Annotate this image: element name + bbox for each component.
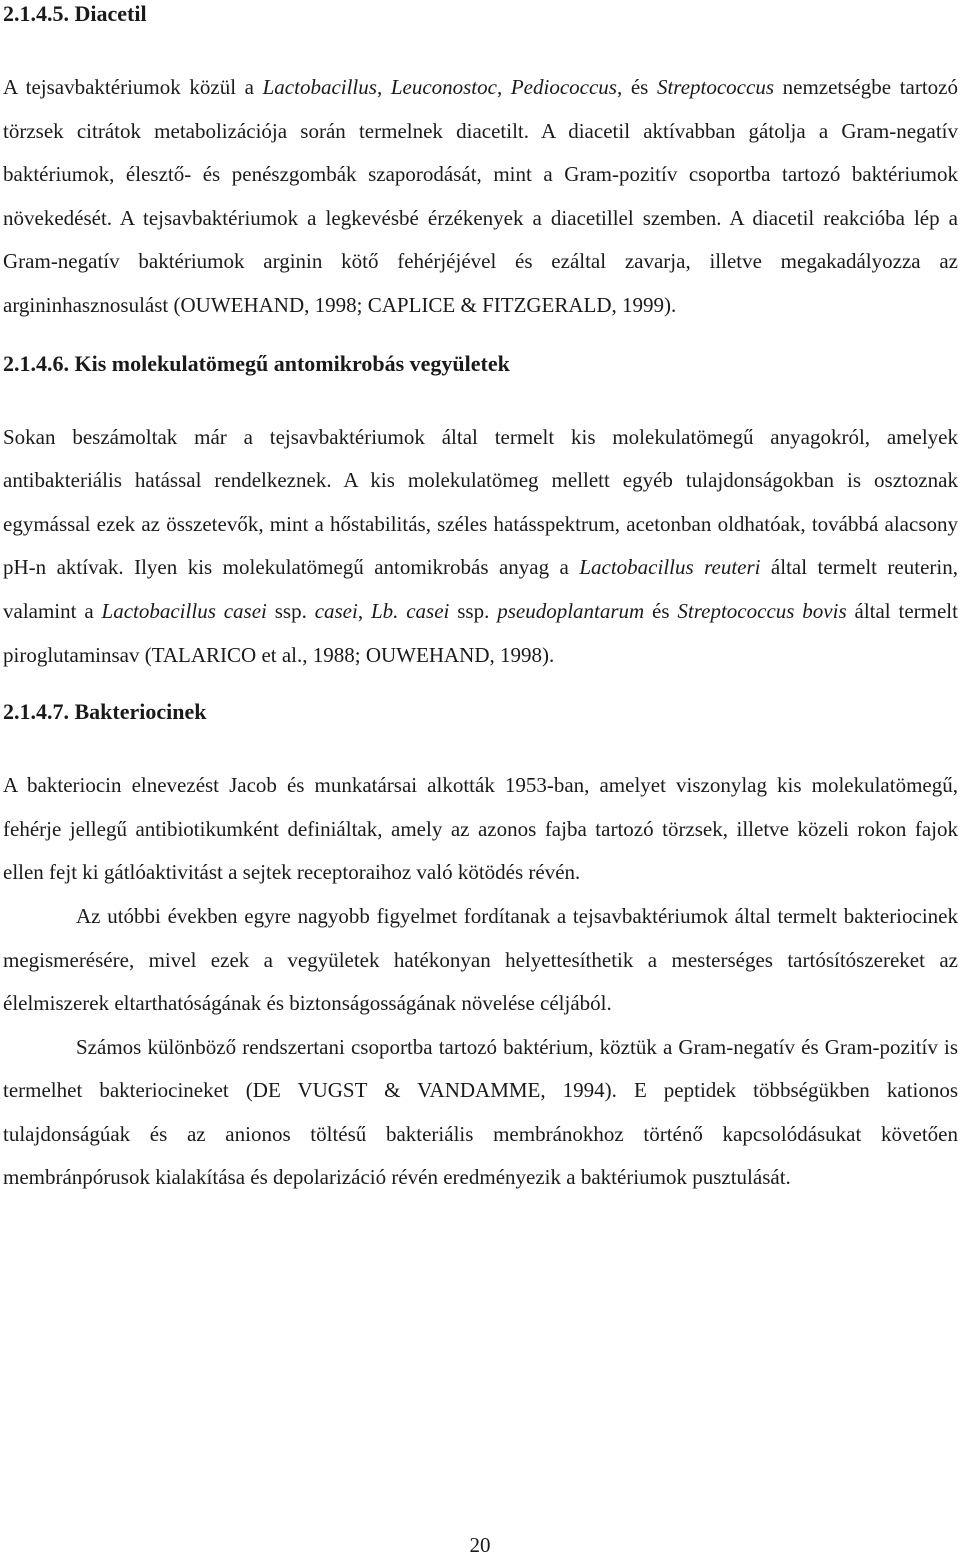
section-heading-diacetil: 2.1.4.5. Diacetil xyxy=(3,1,147,26)
italic-term: Lb. casei xyxy=(370,598,450,623)
italic-term: Lactobacillus reuteri xyxy=(579,555,761,580)
italic-term: Streptococcus xyxy=(656,75,774,99)
italic-term: pseudoplantarum xyxy=(497,598,645,623)
paragraph-diacetil: A tejsavbaktériumok közül a Lactobacillus, Leuconostoc, Pediococcus, és Streptococcus nemzetségbe tartozó törzsek citrátok metabolizációja során termelnek diacetilt. A diacetil aktívabban gátolja a Gram-negatív baktériumok, élesztő- és penészgombák szaporodását, mint a Gram-pozitív csoportba tartozó baktériumok növekedését. A tejsavbaktériumok a legkevésbé érzékenyek a diacetillel szemben. A diacetil reakcióba lép a Gram-negatív baktériumok arginin kötő fehérjéjével és ezáltal zavarja, illetve megakadályozza az argininhasznosulást (OUWEHAND, 1998; CAPLICE & FITZGERALD, 1999). xyxy=(3,75,958,317)
paragraph-bakteriocin-termeles: Számos különböző rendszertani csoportba tartozó baktérium, köztük a Gram-negatív és Gram-pozitív is termelhet bakteriocineket (DE VUGST & VANDAMME, 1994). E peptidek többségükben kationos tulajdonságúak és az anionos töltésű bakteriális membránokhoz történő kapcsolódásukat követően membránpórusok kialakítása és depolarizáció révén eredményezik a baktériumok pusztulását. xyxy=(3,1034,958,1190)
italic-term: Lactobacillus casei xyxy=(101,598,267,623)
italic-term: Lactobacillus, Leuconostoc, Pediococcus, xyxy=(262,75,623,99)
section-heading-kis-molekulatomegu: 2.1.4.6. Kis molekulatömegű antomikrobás vegyületek xyxy=(3,350,510,376)
section-heading-bakteriocinek: 2.1.4.7. Bakteriocinek xyxy=(3,699,207,725)
paragraph-bakteriocin-definicio: A bakteriocin elnevezést Jacob és munkatársai alkották 1953-ban, amelyet viszonylag kis molekulatömegű, fehérje jellegű antibiotikumként definiáltak, amely az azonos fajba tartozó törzsek, illetve közeli rokon fajok ellen fejt ki gátlóaktivitást a sejtek receptoraihoz való kötödés révén. xyxy=(3,773,958,885)
page-number: 20 xyxy=(469,1533,491,1557)
italic-term: Streptococcus bovis xyxy=(677,598,847,623)
document-page xyxy=(3,0,958,1200)
italic-term: casei xyxy=(314,598,358,623)
paragraph-bakteriocin-figyelem: Az utóbbi években egyre nagyobb figyelmet fordítanak a tejsavbaktériumok által termelt bakteriocinek megismerésére, mivel ezek a vegyületek hatékonyan helyettesíthetik a mesterséges tartósítószereket az élelmiszerek eltarthatóságának és biztonságosságának növelése céljából. xyxy=(3,903,958,1016)
paragraph-kis-molekulatomegu: Sokan beszámoltak már a tejsavbaktériumok által termelt kis molekulatömegű anyagokról, amelyek antibakteriális hatással rendelkeznek. A kis molekulatömeg mellett egyéb tulajdonságokban is osztoznak egymással ezek az összetevők, mint a hőstabilitás, széles hatásspektrum, acetonban oldhatóak, továbbá alacsony pH-n aktívak. Ilyen kis molekulatömegű antomikrobás anyag a Lactobacillus reuteri által termelt reuterin, valamint a Lactobacillus casei ssp. casei, Lb. casei ssp. pseudoplantarum és Streptococcus bovis által termelt piroglutaminsav (TALARICO et al., 1988; OUWEHAND, 1998). xyxy=(3,424,958,667)
